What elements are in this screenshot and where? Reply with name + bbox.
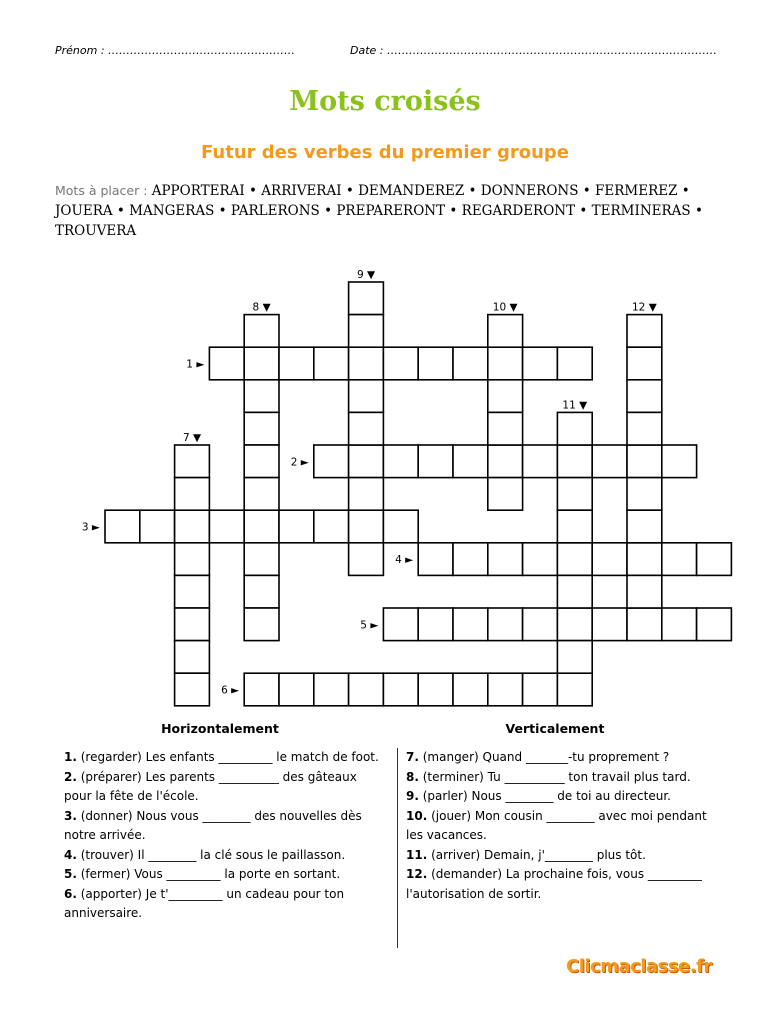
vertical-clues bbox=[406, 748, 726, 904]
grid-cell[interactable] bbox=[662, 543, 697, 576]
grid-cell[interactable] bbox=[383, 673, 418, 706]
grid-cell[interactable] bbox=[209, 510, 244, 543]
clue-text: (apporter) Je t'_________ un cadeau pour ton anniversaire. bbox=[64, 886, 345, 920]
grid-cell[interactable] bbox=[627, 315, 662, 348]
horizontal-clues bbox=[64, 748, 384, 924]
page-title: Mots croisés bbox=[289, 86, 481, 117]
grid-number: 2 ► bbox=[290, 456, 309, 469]
grid-cell[interactable] bbox=[557, 575, 592, 608]
word-item: • MANGERAS bbox=[112, 203, 215, 219]
clue-number: 1. bbox=[64, 750, 77, 764]
grid-cell[interactable] bbox=[627, 543, 662, 576]
grid-cell[interactable] bbox=[697, 543, 732, 576]
grid-cell[interactable] bbox=[627, 478, 662, 511]
grid-cell[interactable] bbox=[209, 347, 244, 380]
grid-cell[interactable] bbox=[592, 445, 627, 478]
clue-number: 3. bbox=[64, 808, 77, 823]
grid-cell[interactable] bbox=[349, 412, 384, 445]
grid-cell[interactable] bbox=[175, 641, 210, 674]
clue-item bbox=[406, 807, 726, 846]
grid-cell[interactable] bbox=[627, 510, 662, 543]
grid-cell[interactable] bbox=[279, 347, 314, 380]
grid-cell[interactable] bbox=[627, 380, 662, 413]
grid-cell[interactable] bbox=[557, 510, 592, 543]
clue-text: (préparer) Les parents __________ des gâteaux pour la fête de l'école. bbox=[64, 769, 357, 803]
word-item: • PREPARERONT bbox=[319, 203, 446, 219]
clue-text: (trouver) Il ________ la clé sous le paillasson. bbox=[76, 847, 346, 862]
grid-cell[interactable] bbox=[244, 543, 279, 576]
grid-cell[interactable] bbox=[662, 445, 697, 478]
clue-text: (jouer) Mon cousin ________ avec moi pendant les vacances. bbox=[406, 808, 707, 842]
page-subtitle: Futur des verbes du premier groupe bbox=[201, 142, 569, 163]
grid-cell[interactable] bbox=[105, 510, 140, 543]
clue-item bbox=[406, 748, 726, 768]
clue-text: (manger) Quand _______-tu proprement ? bbox=[418, 750, 670, 764]
grid-cell[interactable] bbox=[349, 510, 384, 543]
horizontal-heading: Horizontalement bbox=[161, 721, 279, 736]
grid-cell[interactable] bbox=[418, 543, 453, 576]
grid-cell[interactable] bbox=[453, 608, 488, 641]
grid-cell[interactable] bbox=[592, 608, 627, 641]
grid-number: 4 ► bbox=[395, 554, 414, 567]
clue-text: (demander) La prochaine fois, vous _________ l'autorisation de sortir. bbox=[406, 867, 702, 901]
clue-item bbox=[64, 846, 384, 866]
grid-cell[interactable] bbox=[175, 543, 210, 576]
grid-cell[interactable] bbox=[383, 347, 418, 380]
clue-number: 10. bbox=[406, 808, 428, 823]
grid-cell[interactable] bbox=[418, 608, 453, 641]
grid-cell[interactable] bbox=[488, 412, 523, 445]
clue-item bbox=[406, 865, 726, 904]
grid-cell[interactable] bbox=[140, 510, 175, 543]
grid-cell[interactable] bbox=[349, 282, 384, 315]
grid-cell[interactable] bbox=[279, 673, 314, 706]
grid-cell[interactable] bbox=[523, 673, 558, 706]
vertical-heading: Verticalement bbox=[505, 721, 605, 736]
word-list-label: Mots à placer : bbox=[55, 183, 148, 198]
word-item: • DEMANDEREZ bbox=[341, 183, 465, 199]
grid-cell[interactable] bbox=[244, 608, 279, 641]
grid-cell[interactable] bbox=[488, 315, 523, 348]
clue-item bbox=[64, 768, 384, 807]
grid-cell[interactable] bbox=[383, 445, 418, 478]
grid-cell[interactable] bbox=[627, 445, 662, 478]
grid-cell[interactable] bbox=[383, 608, 418, 641]
grid-number: 6 ► bbox=[221, 684, 240, 697]
grid-cell[interactable] bbox=[244, 315, 279, 348]
grid-cell[interactable] bbox=[349, 347, 384, 380]
clue-text: (donner) Nous vous ________ des nouvelles dès notre arrivée. bbox=[64, 808, 362, 842]
grid-cell[interactable] bbox=[523, 543, 558, 576]
grid-number: 1 ► bbox=[186, 358, 205, 371]
grid-cell[interactable] bbox=[453, 673, 488, 706]
grid-cell[interactable] bbox=[627, 347, 662, 380]
grid-number: 3 ► bbox=[81, 521, 100, 534]
grid-cell[interactable] bbox=[349, 315, 384, 348]
grid-cell[interactable] bbox=[244, 445, 279, 478]
clue-text: (arriver) Demain, j'________ plus tôt. bbox=[427, 847, 646, 862]
grid-cell[interactable] bbox=[523, 347, 558, 380]
grid-cell[interactable] bbox=[244, 575, 279, 608]
clue-item bbox=[406, 846, 726, 866]
grid-cell[interactable] bbox=[175, 510, 210, 543]
grid-cell[interactable] bbox=[557, 608, 592, 641]
grid-cell[interactable] bbox=[244, 510, 279, 543]
grid-cell[interactable] bbox=[627, 608, 662, 641]
grid-cell[interactable] bbox=[279, 510, 314, 543]
clue-item bbox=[64, 748, 384, 768]
grid-cell[interactable] bbox=[453, 347, 488, 380]
grid-cell[interactable] bbox=[175, 608, 210, 641]
grid-cell[interactable] bbox=[383, 510, 418, 543]
clue-number: 9. bbox=[406, 789, 419, 803]
grid-cell[interactable] bbox=[349, 543, 384, 576]
grid-number: 8 ▼ bbox=[252, 301, 271, 314]
grid-cell[interactable] bbox=[488, 608, 523, 641]
grid-cell[interactable] bbox=[488, 543, 523, 576]
grid-cell[interactable] bbox=[488, 445, 523, 478]
grid-cell[interactable] bbox=[244, 380, 279, 413]
word-item: • FERMEREZ bbox=[578, 183, 678, 199]
clue-number: 8. bbox=[406, 769, 419, 784]
clue-item bbox=[406, 768, 726, 788]
grid-number: 10 ▼ bbox=[492, 301, 518, 314]
grid-cell[interactable] bbox=[418, 347, 453, 380]
grid-cell[interactable] bbox=[557, 478, 592, 511]
grid-cell[interactable] bbox=[488, 673, 523, 706]
clue-number: 6. bbox=[64, 886, 77, 901]
grid-cell[interactable] bbox=[627, 412, 662, 445]
grid-cell[interactable] bbox=[523, 445, 558, 478]
grid-cell[interactable] bbox=[244, 347, 279, 380]
word-item: • DONNERONS bbox=[464, 183, 579, 199]
grid-number: 5 ► bbox=[360, 619, 379, 632]
grid-cell[interactable] bbox=[244, 673, 279, 706]
grid-cell[interactable] bbox=[557, 445, 592, 478]
clue-text: (parler) Nous ________ de toi au directeur. bbox=[418, 789, 671, 803]
grid-cell[interactable] bbox=[418, 445, 453, 478]
grid-cell[interactable] bbox=[453, 543, 488, 576]
grid-number: 7 ▼ bbox=[182, 432, 202, 444]
clue-text: (fermer) Vous _________ la porte en sortant. bbox=[76, 867, 341, 881]
clue-number: 5. bbox=[64, 867, 77, 881]
grid-cell[interactable] bbox=[244, 478, 279, 511]
grid-cell[interactable] bbox=[488, 380, 523, 413]
grid-cell[interactable] bbox=[244, 412, 279, 445]
grid-number: 9 ▼ bbox=[356, 269, 376, 281]
word-item: • TROUVERA bbox=[55, 203, 703, 239]
grid-cell[interactable] bbox=[349, 380, 384, 413]
header-prenom: Prénom : …………………………………………… bbox=[55, 44, 296, 57]
clue-number: 11. bbox=[406, 847, 428, 862]
clue-item bbox=[64, 865, 384, 885]
grid-cell[interactable] bbox=[314, 347, 349, 380]
grid-cell[interactable] bbox=[523, 608, 558, 641]
grid-cell[interactable] bbox=[314, 510, 349, 543]
grid-cell[interactable] bbox=[175, 478, 210, 511]
grid-cell[interactable] bbox=[592, 543, 627, 576]
grid-cell[interactable] bbox=[175, 673, 210, 706]
grid-cell[interactable] bbox=[557, 543, 592, 576]
grid-cell[interactable] bbox=[314, 673, 349, 706]
clue-number: 12. bbox=[406, 867, 428, 881]
header-date: Date : ……………………………………………………………………………… bbox=[350, 44, 717, 57]
grid-cell[interactable] bbox=[349, 478, 384, 511]
word-item: • TERMINERAS bbox=[575, 203, 691, 219]
grid-cell[interactable] bbox=[175, 445, 210, 478]
clue-number: 4. bbox=[64, 847, 77, 862]
grid-cell[interactable] bbox=[175, 575, 210, 608]
grid-cell[interactable] bbox=[349, 445, 384, 478]
grid-cell[interactable] bbox=[627, 575, 662, 608]
word-item: • JOUERA bbox=[55, 183, 690, 219]
grid-cell[interactable] bbox=[314, 445, 349, 478]
grid-cell[interactable] bbox=[349, 673, 384, 706]
grid-cell[interactable] bbox=[418, 673, 453, 706]
grid-cell[interactable] bbox=[488, 347, 523, 380]
grid-cell[interactable] bbox=[557, 347, 592, 380]
clue-number: 7. bbox=[406, 750, 419, 764]
clue-text: (terminer) Tu __________ ton travail plus tard. bbox=[418, 769, 691, 784]
column-divider bbox=[397, 748, 398, 948]
word-item: • PARLERONS bbox=[214, 203, 320, 219]
clue-item bbox=[64, 885, 384, 924]
clue-item bbox=[406, 787, 726, 807]
grid-cell[interactable] bbox=[662, 608, 697, 641]
grid-cell[interactable] bbox=[697, 608, 732, 641]
word-item: • ARRIVERAI bbox=[244, 183, 342, 199]
grid-cell[interactable] bbox=[557, 412, 592, 445]
grid-number: 12 ▼ bbox=[632, 301, 657, 314]
word-item: • REGARDERONT bbox=[445, 203, 576, 219]
grid-cell[interactable] bbox=[453, 445, 488, 478]
grid-cell[interactable] bbox=[488, 478, 523, 511]
grid-cell[interactable] bbox=[557, 673, 592, 706]
grid-number: 11 ▼ bbox=[562, 399, 588, 412]
clue-item bbox=[64, 807, 384, 846]
word-item: APPORTERAI bbox=[151, 183, 245, 199]
grid-cell[interactable] bbox=[557, 641, 592, 674]
clue-text: (regarder) Les enfants _________ le match de foot. bbox=[76, 750, 379, 764]
clue-number: 2. bbox=[64, 769, 77, 784]
site-logo: Clicmaclasse.fr bbox=[566, 956, 712, 977]
